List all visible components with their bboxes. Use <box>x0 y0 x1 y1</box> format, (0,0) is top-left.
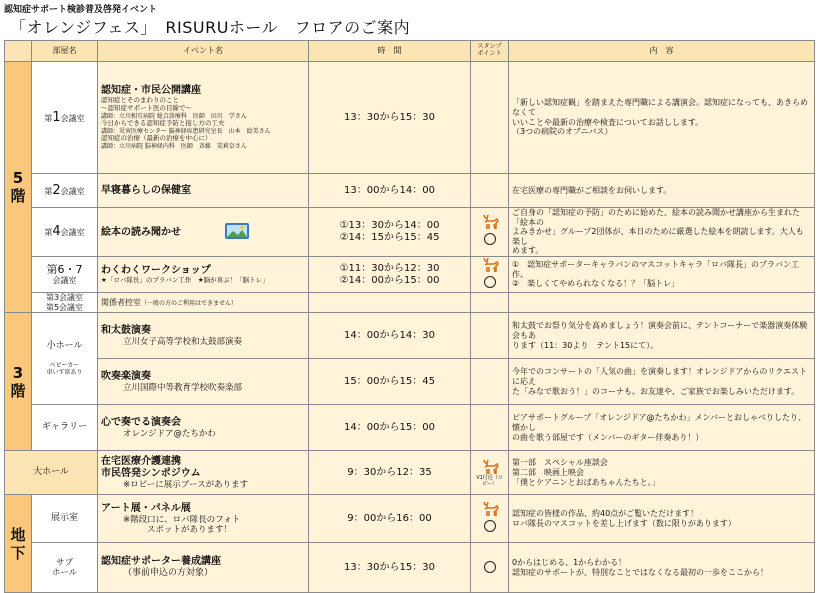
event-cell: 認知症・市民公開講座 認知症とそのまわりのこと ～認知症サポート医の目線で～ 講師：立川相互病院 総合診療科 医師 田川 学さん 今日からできる認知症予防と接し方の工夫 講師：災害医療センター 脳神経疾患研究室長 山本 絵美さん 認知症の治療（最新の治療を中心に） 講師：立川病院 脳神経内科 医師 斉藤 笑莉奈さん <box>98 62 309 174</box>
event-title: 認知症サポーター養成講座 <box>101 556 221 568</box>
time-cell: 13：30から15：30 <box>309 62 471 174</box>
stamp-cell <box>471 62 509 174</box>
event-cell: 和太鼓演奏 立川女子高等学校和太鼓部演奏 <box>98 313 309 359</box>
table-row <box>5 256 815 292</box>
event-cell: 認知症サポーター養成講座 （事前申込の方対象） <box>98 543 309 593</box>
stamp-circle-icon <box>484 520 496 532</box>
table-row <box>5 174 815 208</box>
stamp-cell <box>471 293 509 313</box>
stamp-cell <box>471 313 509 359</box>
room-cell: 小ホール ベビーカー 車いす席あり <box>32 313 98 405</box>
room-cell: 大ホール <box>5 451 98 495</box>
table-row <box>5 405 815 451</box>
header-content: 内 容 <box>509 41 815 62</box>
description-cell <box>509 293 815 313</box>
stamp-cell <box>471 256 509 292</box>
event-title: 和太鼓演奏 <box>101 324 151 336</box>
room-cell: 第4会議室 <box>32 208 98 257</box>
event-title: 吹奏楽演奏 <box>101 370 151 382</box>
table-row <box>5 208 815 257</box>
time-cell: 13：30から15：30 <box>309 543 471 593</box>
header-event: イベント名 <box>98 41 309 62</box>
deer-stamp-icon <box>474 257 505 273</box>
time-cell: ①13：30から14：00 ②14：15から15：45 <box>309 208 471 257</box>
event-title: 市民啓発シンポジウム <box>101 467 201 479</box>
event-title: 早寝暮らしの保健室 <box>101 184 191 196</box>
description-cell: 第一部 スペシャル座談会 第二部 映画上映会 「僕とケアニンとおばあちゃんたちと。」 <box>509 451 815 495</box>
event-cell <box>98 208 309 257</box>
room-cell: 第1会議室 <box>32 62 98 174</box>
table-row <box>5 495 815 543</box>
room-cell: 第3会議室 第5会議室 <box>32 293 98 313</box>
picture-book-icon <box>224 221 250 244</box>
description-cell: 認知症の皆様の作品、約40点がご覧いただけます！ ロバ隊長のマスコットを差し上げます（数に限りがあります） <box>509 495 815 543</box>
event-title: アート展・パネル展 <box>101 502 191 514</box>
room-cell: 第2会議室 <box>32 174 98 208</box>
room-cell: ギャラリー <box>32 405 98 451</box>
description-cell: 和太鼓でお祭り気分を高めましょう！演奏会前に、テントコーナーで楽器演奏体験会もあ ります（11：30より テント15にて）。 <box>509 313 815 359</box>
table-row <box>5 451 815 495</box>
deer-stamp-icon <box>474 214 505 230</box>
table-row <box>5 543 815 593</box>
event-title: わくわくワークショップ <box>101 264 211 276</box>
floor-5-label: 5 階 <box>5 62 32 313</box>
stamp-cell <box>471 174 509 208</box>
event-subtitle: 認知症サポート検診普及啓発イベント <box>4 5 158 15</box>
time-cell: ①11：30から12：30 ②14：00から15：00 <box>309 256 471 292</box>
time-cell: 14：00から14：30 <box>309 313 471 359</box>
header-room: 部屋名 <box>32 41 98 62</box>
time-cell <box>309 293 471 313</box>
stamp-circle-icon <box>484 233 496 245</box>
description-cell: ピアサポートグループ「オレンジドア@たちかわ」メンバーとおしゃべりしたり、懐かし の曲を歌う部屋です（メンバーのギター伴奏あり！） <box>509 405 815 451</box>
stamp-circle-icon <box>484 561 496 573</box>
time-cell: 13：00から14：00 <box>309 174 471 208</box>
description-cell: 「新しい認知症観」を踏まえた専門職による講演会。認知症になっても、あきらめなくて いいことや最新の治療や検査についてお話しします。 （3つの病院のオブニバス） <box>509 62 815 174</box>
header-row <box>5 41 815 62</box>
header-time: 時 間 <box>309 41 471 62</box>
table-row <box>5 359 815 405</box>
event-cell: アート展・パネル展 ※階段口に、ロバ隊長のフォト スポットがあります！ <box>98 495 309 543</box>
stamp-cell: V1付近（ロビー） <box>471 451 509 495</box>
floor-guide-table <box>4 40 815 593</box>
stamp-cell <box>471 359 509 405</box>
event-cell: わくわくワークショップ ★「ロバ隊長」のプラバン工作 ★脳が喜ぶ！「脳トレ」 <box>98 256 309 292</box>
table-row <box>5 313 815 359</box>
event-title: 認知症・市民公開講座 <box>101 85 201 97</box>
description-cell: ご自身の「認知症の予防」のために始めた、絵本の読み聞かせ講座から生まれた「絵本の よみきかせ」グループ2団体が、本日のために厳選した絵本を朗読します。大人も楽し めます。 <box>509 208 815 257</box>
header-stamp: スタンプ ポイント <box>471 41 509 62</box>
floor-basement-label: 地 下 <box>5 495 32 593</box>
description-cell: 0からはじめる、1からわかる！ 認知症のサポートが、特別なことではなくなる最初の一歩をここから！ <box>509 543 815 593</box>
event-cell: 吹奏楽演奏 立川国際中等教育学校吹奏楽部 <box>98 359 309 405</box>
deer-stamp-icon <box>474 501 505 517</box>
time-cell: 9：30から12：35 <box>309 451 471 495</box>
event-cell: 関係者控室（一般の方のご利用はできません） <box>98 293 309 313</box>
time-cell: 14：00から15：00 <box>309 405 471 451</box>
time-cell: 9：00から16：00 <box>309 495 471 543</box>
room-cell: 展示室 <box>32 495 98 543</box>
time-cell: 15：00から15：45 <box>309 359 471 405</box>
stamp-cell <box>471 405 509 451</box>
deer-stamp-icon <box>474 459 505 475</box>
floor-3-label: 3 階 <box>5 313 32 451</box>
room-cell: サブ ホール <box>32 543 98 593</box>
event-title: 在宅医療介護連携 <box>101 455 181 467</box>
description-cell: 今年でのコンサートの「人気の曲」を演奏します！オレンジドアからのリクエストに応え た「みなで歌おう！」のコーナも。お友達や、ご家族でお楽しみいただけます。 <box>509 359 815 405</box>
event-cell: 心で奏でる演奏会 オレンジドア@たちかわ <box>98 405 309 451</box>
description-cell: ① 認知症サポーターキャラバンのマスコットキャラ「ロバ隊長」のプラバン工作。 ② 楽しくてやめられなくなる！？「脳トレ」 <box>509 256 815 292</box>
event-title: 心で奏でる演奏会 <box>101 416 181 428</box>
stamp-cell <box>471 208 509 257</box>
table-row <box>5 293 815 313</box>
description-cell: 在宅医療の専門職がご相談をお伺いします。 <box>509 174 815 208</box>
event-cell <box>98 174 309 208</box>
stamp-cell <box>471 543 509 593</box>
stamp-cell <box>471 495 509 543</box>
event-title: 絵本の読み聞かせ <box>101 226 181 238</box>
stamp-circle-icon <box>484 276 496 288</box>
table-row <box>5 62 815 174</box>
header-floor <box>5 41 32 62</box>
event-cell: 在宅医療介護連携 市民啓発シンポジウム ※ロビーに展示ブースがあります <box>98 451 309 495</box>
room-cell: 第6・7 会議室 <box>32 256 98 292</box>
page-title: 「オレンジフェス」 RISURUホール フロアのご案内 <box>10 18 411 37</box>
